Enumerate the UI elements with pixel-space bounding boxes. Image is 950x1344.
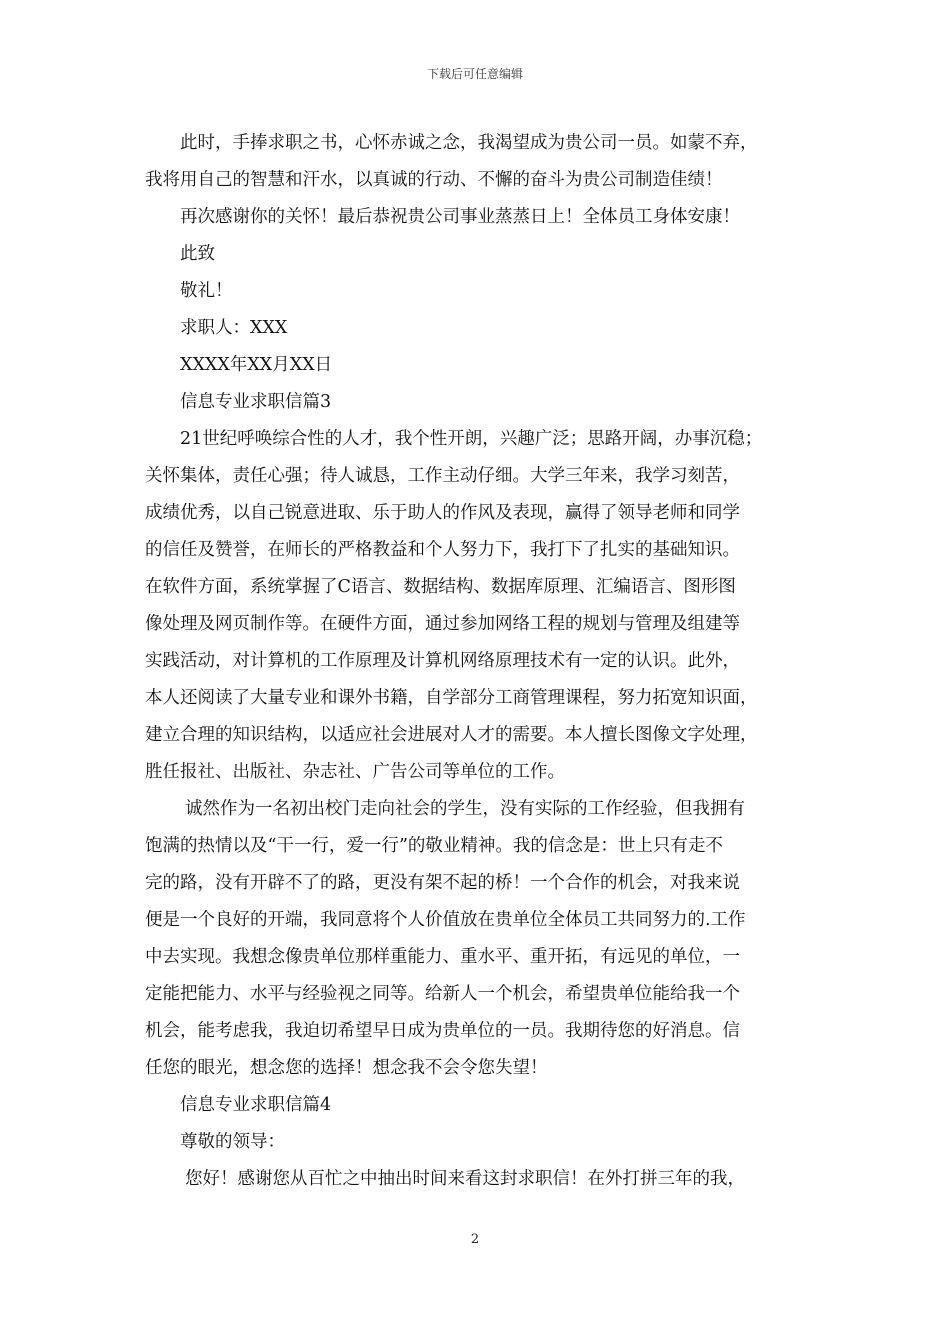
text-line: 此致 bbox=[180, 244, 215, 264]
text-line: XXXX年XX月XX日 bbox=[180, 355, 333, 375]
text-line: 像处理及网页制作等。在硬件方面，通过参加网络工程的规划与管理及组建等 bbox=[145, 614, 740, 634]
text-line: 任您的眼光，想念您的选择！想念我不会令您失望！ bbox=[145, 1058, 548, 1078]
text-line: 21世纪呼唤综合性的人才，我个性开朗，兴趣广泛；思路开阔，办事沉稳； bbox=[180, 429, 763, 449]
section-heading: 信息专业求职信篇4 bbox=[180, 1095, 332, 1115]
text-line: 在软件方面，系统掌握了C语言、数据结构、数据库原理、汇编语言、图形图 bbox=[145, 577, 736, 597]
text-line: 中去实现。我想念像贵单位那样重能力、重水平、重开拓，有远见的单位，一 bbox=[145, 947, 740, 967]
text-line: 胜任报社、出版社、杂志社、广告公司等单位的工作。 bbox=[145, 762, 565, 782]
text-line: 饱满的热情以及“干一行，爱一行”的敬业精神。我的信念是：世上只有走不 bbox=[145, 836, 723, 856]
text-line: 此时，手捧求职之书，心怀赤诚之念，我渴望成为贵公司一员。如蒙不弃， bbox=[180, 133, 758, 153]
text-line: 的信任及赞誉，在师长的严格教益和个人努力下，我打下了扎实的基础知识。 bbox=[145, 540, 740, 560]
text-line: 成绩优秀，以自己锐意进取、乐于助人的作风及表现，赢得了领导老师和同学 bbox=[145, 503, 740, 523]
text-line: 完的路，没有开辟不了的路，更没有架不起的桥！一个合作的机会，对我来说 bbox=[145, 873, 740, 893]
page-number: 2 bbox=[470, 1232, 480, 1247]
text-line: 再次感谢你的关怀！最后恭祝贵公司事业蒸蒸日上！全体员工身体安康！ bbox=[180, 207, 740, 227]
text-line: 尊敬的领导： bbox=[180, 1132, 285, 1152]
text-line: 定能把能力、水平与经验视之同等。给新人一个机会，希望贵单位能给我一个 bbox=[145, 984, 740, 1004]
text-line: 便是一个良好的开端，我同意将个人价值放在贵单位全体员工共同努力的.工作 bbox=[145, 910, 746, 930]
text-line: 敬礼！ bbox=[180, 281, 233, 301]
header-note: 下载后可任意编辑 bbox=[426, 67, 523, 81]
text-line: 机会，能考虑我，我迫切希望早日成为贵单位的一员。我期待您的好消息。信 bbox=[145, 1021, 740, 1041]
document-body bbox=[145, 125, 820, 1198]
text-line: 我将用自己的智慧和汗水，以真诚的行动、不懈的奋斗为贵公司制造佳绩！ bbox=[145, 170, 723, 190]
text-line: 关怀集体，责任心强；待人诚恳，工作主动仔细。大学三年来，我学习刻苦， bbox=[145, 466, 740, 486]
text-line: 建立合理的知识结构，以适应社会进展对人才的需要。本人擅长图像文字处理， bbox=[145, 725, 758, 745]
text-line: 实践活动，对计算机的工作原理及计算机网络原理技术有一定的认识。此外， bbox=[145, 651, 740, 671]
text-line: 求职人：XXX bbox=[180, 318, 288, 338]
section-heading: 信息专业求职信篇3 bbox=[180, 392, 332, 412]
text-line: 本人还阅读了大量专业和课外书籍，自学部分工商管理课程，努力拓宽知识面， bbox=[145, 688, 758, 708]
text-line: 您好！感谢您从百忙之中抽出时间来看这封求职信！在外打拼三年的我， bbox=[185, 1169, 745, 1189]
text-line: 诚然作为一名初出校门走向社会的学生，没有实际的工作经验，但我拥有 bbox=[185, 799, 745, 819]
